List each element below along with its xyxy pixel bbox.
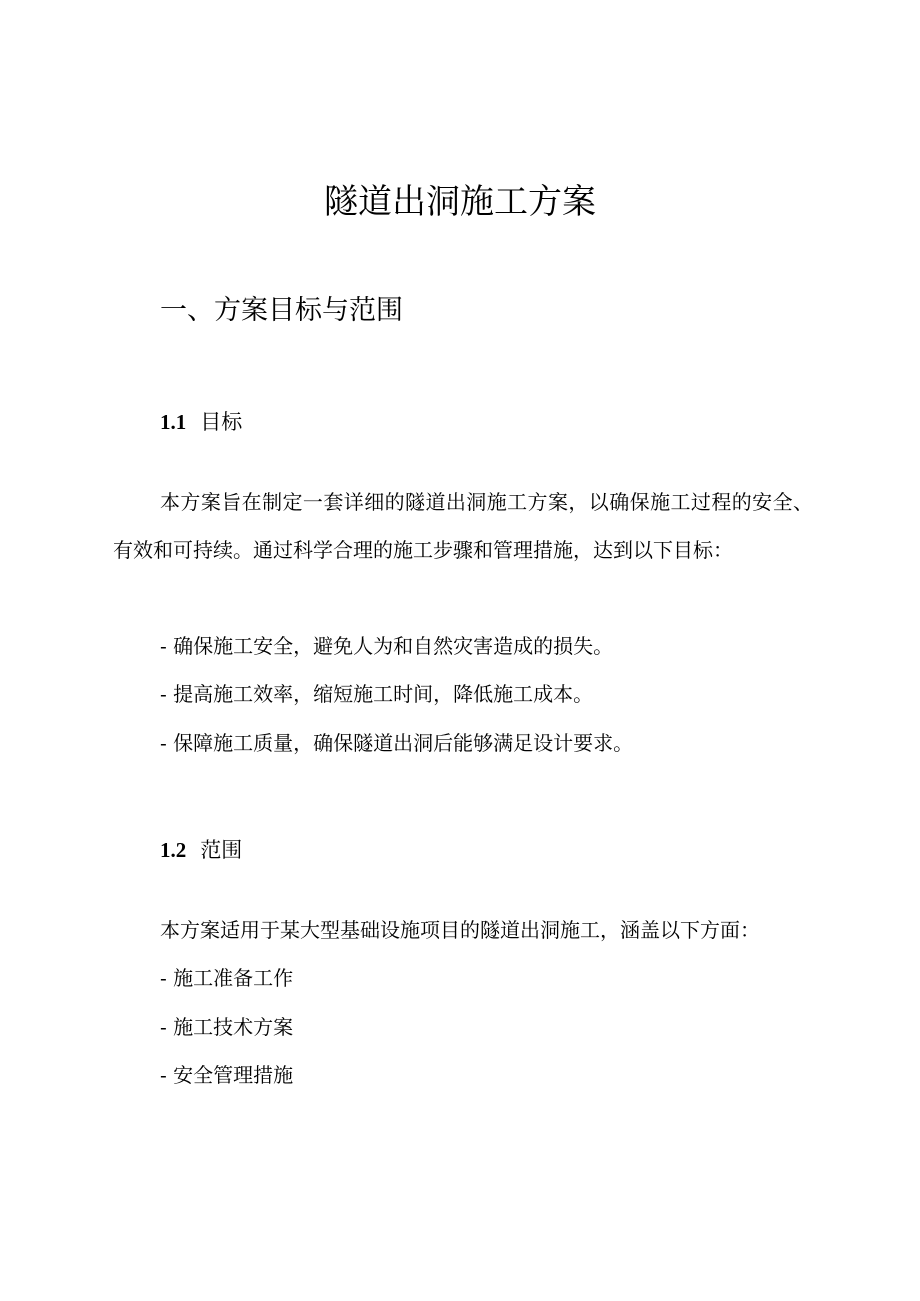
section-heading: 一、方案目标与范围 (160, 295, 403, 326)
scope-list-item: - 安全管理措施 (160, 1063, 294, 1087)
scope-list-item: - 施工技术方案 (160, 1015, 294, 1039)
goal-list-item: - 提高施工效率，缩短施工时间，降低施工成本。 (160, 682, 594, 706)
subsection-number: 1.2 (160, 838, 187, 862)
document-title: 隧道出洞施工方案 (324, 182, 596, 222)
subsection-heading-1-1 (160, 407, 242, 437)
subsection-heading-1-2 (160, 835, 242, 865)
goal-paragraph: 本方案旨在制定一套详细的隧道出洞施工方案，以确保施工过程的安全、有效和可持续。通过科学合理的施工步骤和管理措施，达到以下目标： (113, 490, 813, 562)
subsection-title: 范围 (200, 838, 243, 862)
subsection-number: 1.1 (160, 410, 187, 434)
scope-list-item: - 施工准备工作 (160, 966, 294, 990)
scope-paragraph: 本方案适用于某大型基础设施项目的隧道出洞施工，涵盖以下方面： (160, 918, 760, 942)
goal-list-item: - 确保施工安全，避免人为和自然灾害造成的损失。 (160, 634, 614, 658)
subsection-title: 目标 (200, 410, 243, 434)
goal-list-item: - 保障施工质量，确保隧道出洞后能够满足设计要求。 (160, 731, 634, 755)
